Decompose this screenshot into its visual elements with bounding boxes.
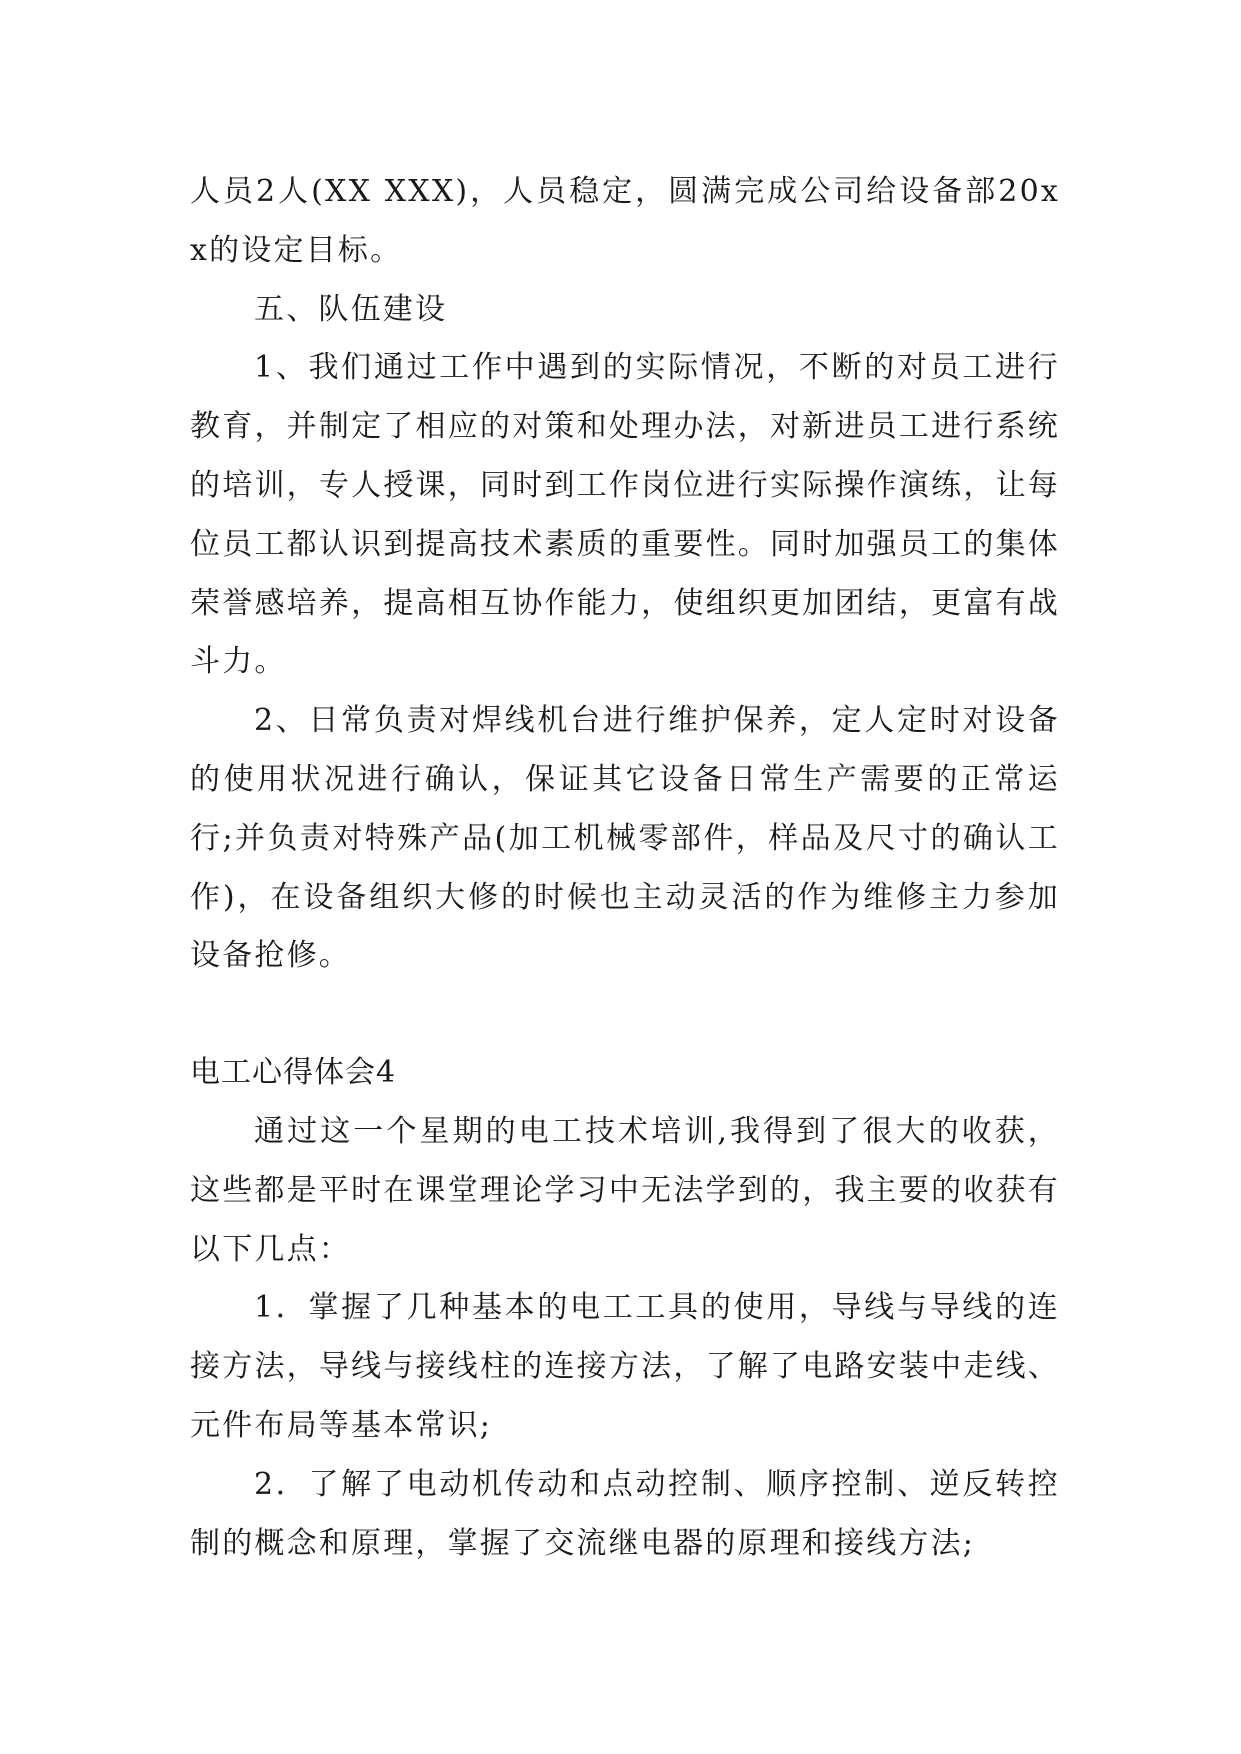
paragraph-staff-summary: 人员2人(XX XXX)，人员稳定，圆满完成公司给设备部20xx的设定目标。: [190, 174, 1060, 268]
paragraph-training-intro: 通过这一个星期的电工技术培训,我得到了很大的收获，这些都是平时在课堂理论学习中无法学到的，我主要的收获有以下几点：: [190, 1113, 1060, 1267]
paragraph-team-item-1: 1、我们通过工作中遇到的实际情况，不断的对员工进行教育，并制定了相应的对策和处理办法，对新进员工进行系统的培训，专人授课，同时到工作岗位进行实际操作演练，让每位员工都认识到提高技术素质的重要性。同时加强员工的集体荣誉感培养，提高相互协作能力，使组织更加团结，更富有战斗力。: [190, 350, 1060, 680]
document-body: [190, 163, 1060, 1573]
paragraph-team-item-2: 2、日常负责对焊线机台进行维护保养，定人定时对设备的使用状况进行确认，保证其它设备日常生产需要的正常运行;并负责对特殊产品(加工机械零部件，样品及尺寸的确认工作)，在设备组织大修的时候也主动灵活的作为维修主力参加设备抢修。: [190, 703, 1060, 974]
heading-team-building: 五、队伍建设: [254, 291, 448, 327]
section-title: 电工心得体会4: [190, 1055, 397, 1091]
paragraph-gain-2: 2．了解了电动机传动和点动控制、顺序控制、逆反转控制的概念和原理，掌握了交流继电器的原理和接线方法;: [190, 1466, 1060, 1561]
paragraph-gain-1: 1．掌握了几种基本的电工工具的使用，导线与导线的连接方法，导线与接线柱的连接方法，了解了电路安装中走线、元件布局等基本常识;: [190, 1290, 1060, 1443]
